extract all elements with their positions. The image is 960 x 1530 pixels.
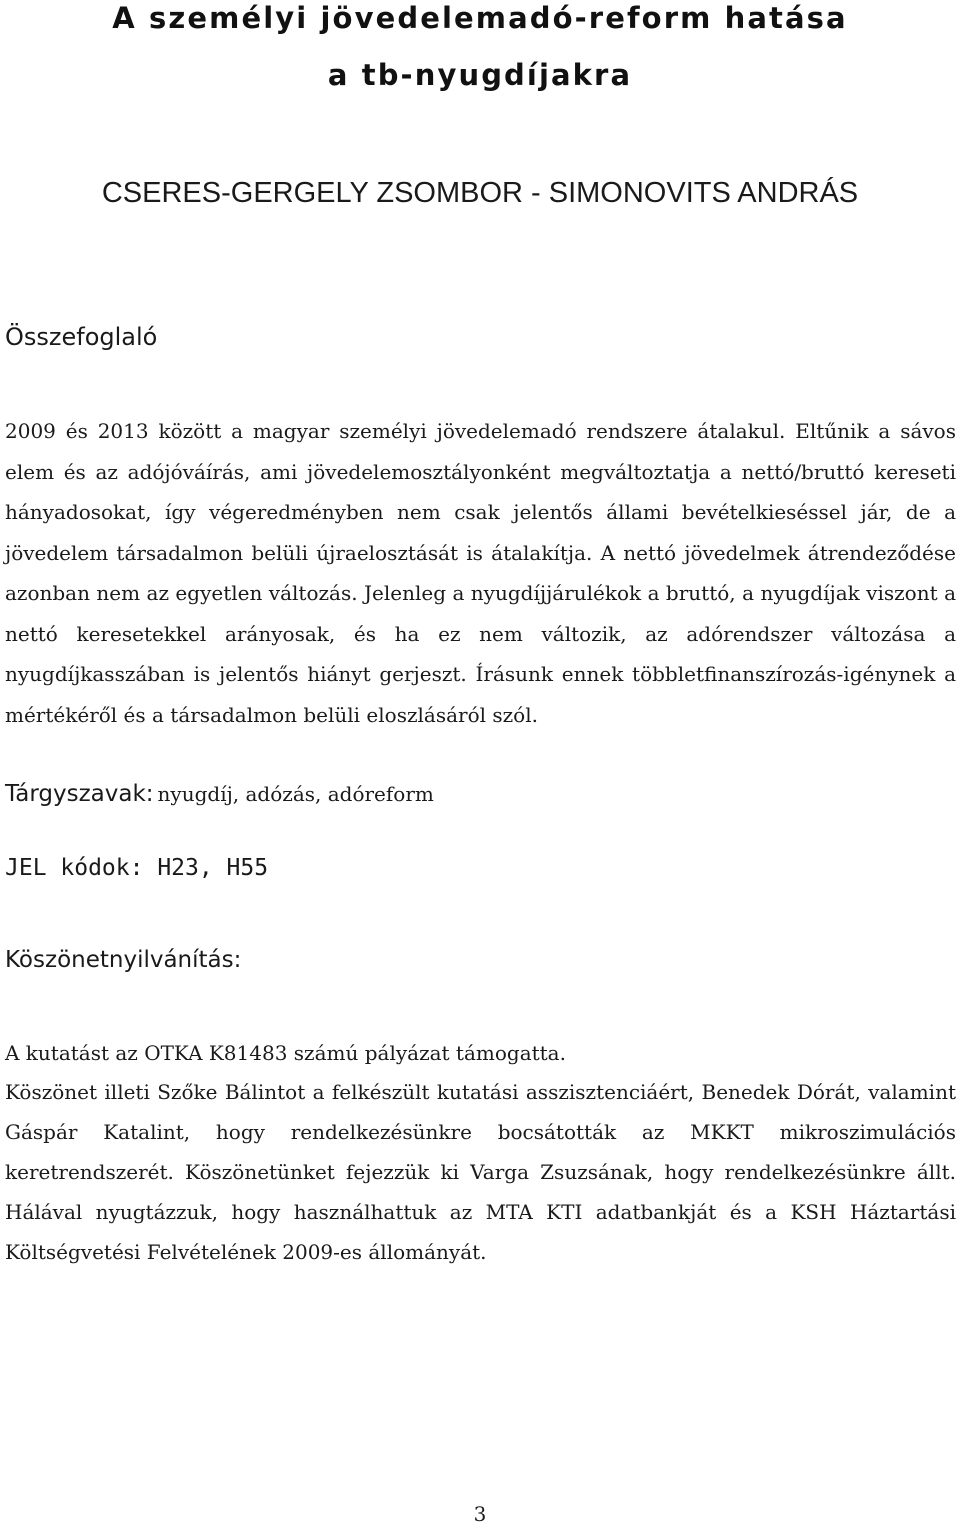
- paper-title-line-2: a tb-nyugdíjakra: [327, 58, 633, 92]
- funding-statement: A kutatást az OTKA K81483 számú pályázat támogatta.: [5, 1041, 566, 1065]
- summary-heading: Összefoglaló: [5, 323, 158, 351]
- paper-title-line-1: A személyi jövedelemadó-reform hatása: [112, 1, 848, 35]
- authors: CSERES-GERGELY ZSOMBOR - SIMONOVITS ANDRÁS: [101, 177, 859, 209]
- acknowledgements-paragraph: Köszönet illeti Szőke Bálintot a felkészült kutatási asszisztenciáért, Benedek Dórát, valamint Gáspár Katalint, hogy rendelkezésünkre bocsátották az MKKT mikroszimulációs keretrendszerét. Köszönetünket fejezzük ki Varga Zsuzsának, hogy rendelkezésünkre állt. Hálával nyugtázzuk, hogy használhattuk az MTA KTI adatbankját és a KSH Háztartási Költségvetési Felvételének 2009-es állományát.: [5, 1080, 956, 1264]
- page-number: 3: [473, 1502, 487, 1526]
- acknowledgements-heading: Köszönetnyilvánítás:: [5, 947, 242, 973]
- keywords-value: nyugdíj, adózás, adóreform: [157, 782, 434, 806]
- keywords-label: Tárgyszavak:: [5, 781, 154, 807]
- abstract-text: 2009 és 2013 között a magyar személyi jövedelemadó rendszere átalakul. Eltűnik a sávos elem és az adójóváírás, ami jövedelemosztályonként megváltoztatja a nettó/bruttó kereseti hányadosokat, így végeredményben nem csak jelentős állami bevételkieséssel jár, de a jövedelem társadalmon belüli újraelosztását is átalakítja. A nettó jövedelmek átrendeződése azonban nem az egyetlen változás. Jelenleg a nyugdíjjárulékok a bruttó, a nyugdíjak viszont a nettó keresetekkel arányosak, és ha ez nem változik, az adórendszer változása a nyugdíjkasszában is jelentős hiányt gerjeszt. Írásunk ennek többletfinanszírozás-igénynek a mértékéről és a társadalmon belüli eloszlásáról szól.: [5, 419, 956, 727]
- keywords: [5, 776, 956, 815]
- jel-codes: JEL kódok: H23, H55: [5, 855, 269, 881]
